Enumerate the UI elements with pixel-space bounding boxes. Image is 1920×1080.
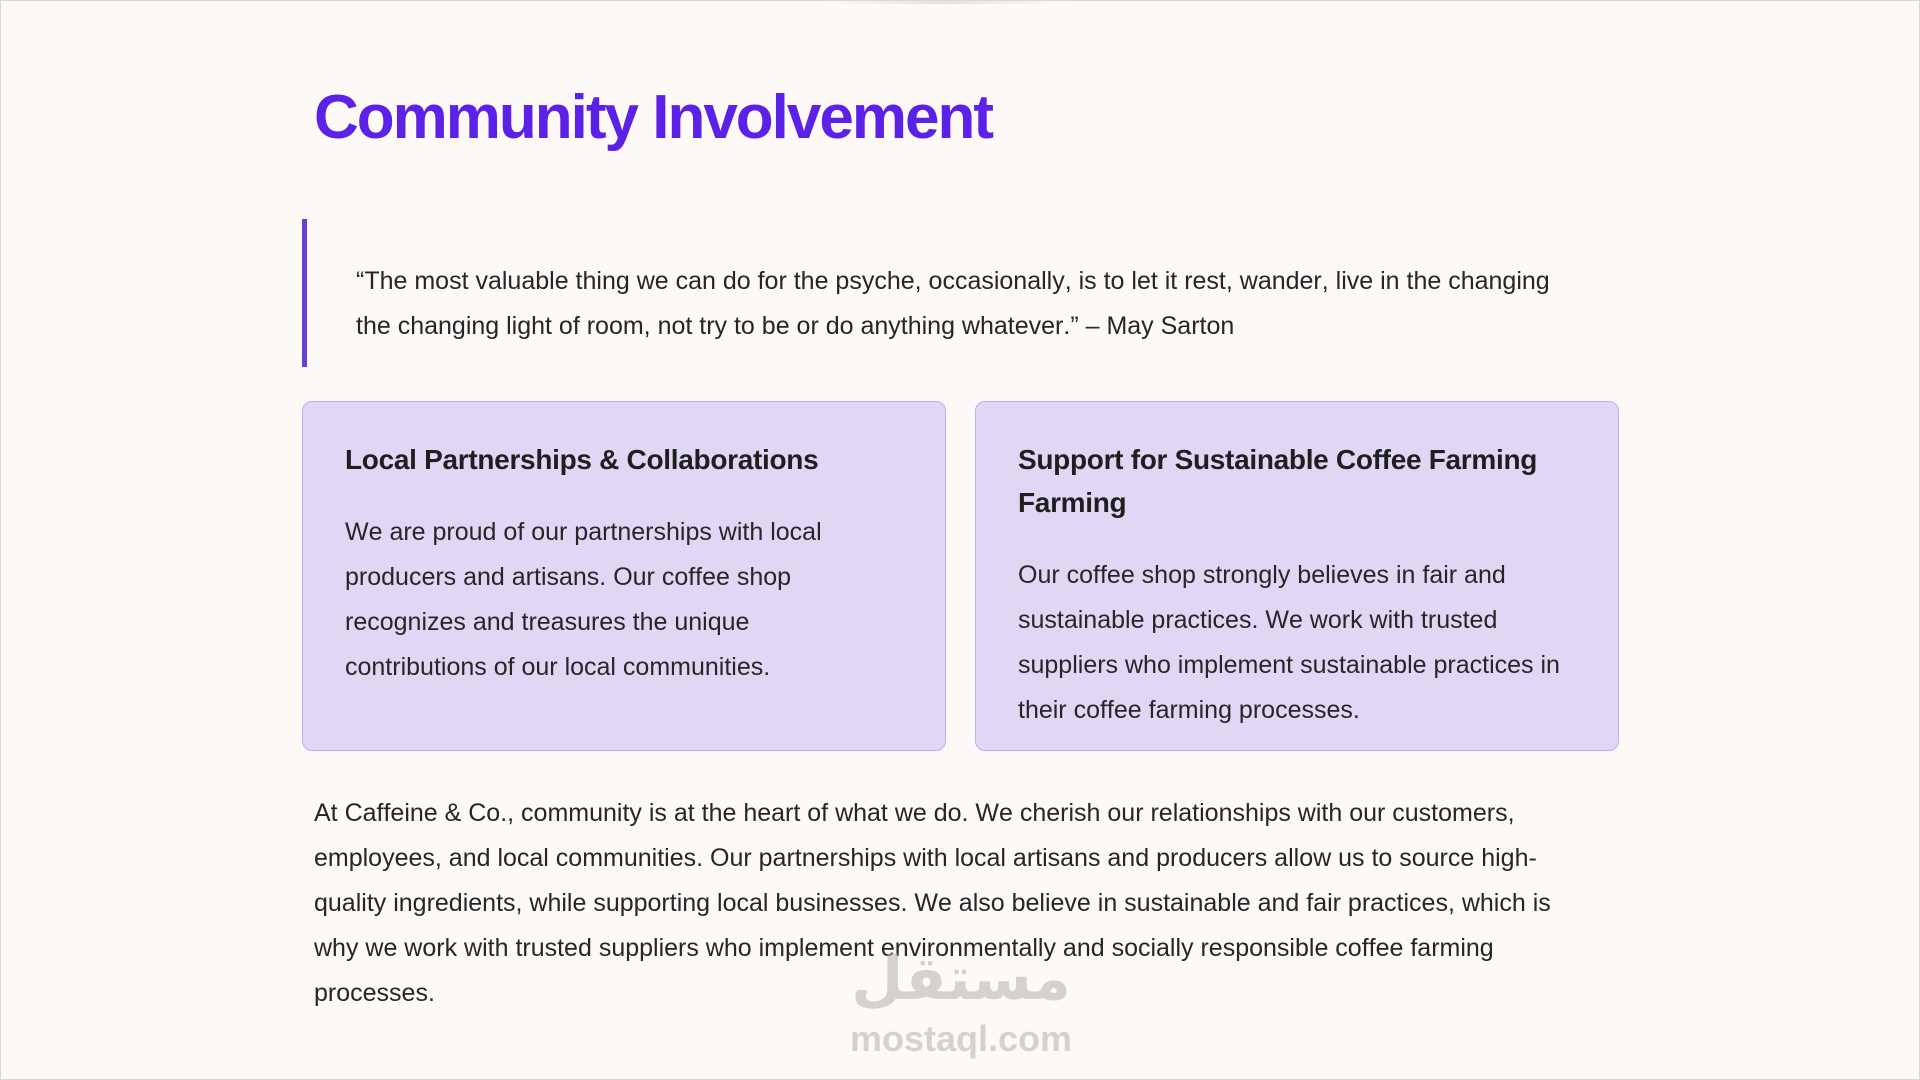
- quote-block: [302, 219, 1619, 367]
- card-local-partnerships: [302, 401, 946, 751]
- card-body: We are proud of our partnerships with local producers and artisans. Our coffee shop recognizes and treasures the unique contributions of our local communities.: [345, 518, 822, 681]
- top-edge-shadow: [821, 1, 1071, 4]
- card-title: Local Partnerships & Collaborations: [345, 444, 819, 475]
- quote-text: “The most valuable thing we can do for the psyche, occasionally, is to let it rest, wander, live in the changing the changing light of room, not try to be or do anything whatever.” – May Sarton: [356, 266, 1550, 340]
- watermark-arabic-logo: مستقل: [851, 944, 1071, 1014]
- card-body: Our coffee shop strongly believes in fair and sustainable practices. We work with trusted suppliers who implement sustainable practices in their coffee farming processes.: [1018, 561, 1560, 724]
- watermark-domain: mostaql.com: [849, 1018, 1073, 1059]
- card-sustainable-farming: [975, 401, 1619, 751]
- card-title: Support for Sustainable Coffee Farming Farming: [1018, 444, 1538, 518]
- page-title: Community Involvement: [314, 83, 992, 152]
- community-summary-paragraph: At Caffeine & Co., community is at the heart of what we do. We cherish our relationships with our customers, employees, and local communities. Our partnerships with local artisans and producers allow us to source high-quality ingredients, while supporting local businesses. We also believe in sustainable and fair practices, which is why we work with trusted suppliers who implement environmentally and socially responsible coffee farming processes.: [314, 799, 1551, 1007]
- cards-row: [302, 401, 1619, 751]
